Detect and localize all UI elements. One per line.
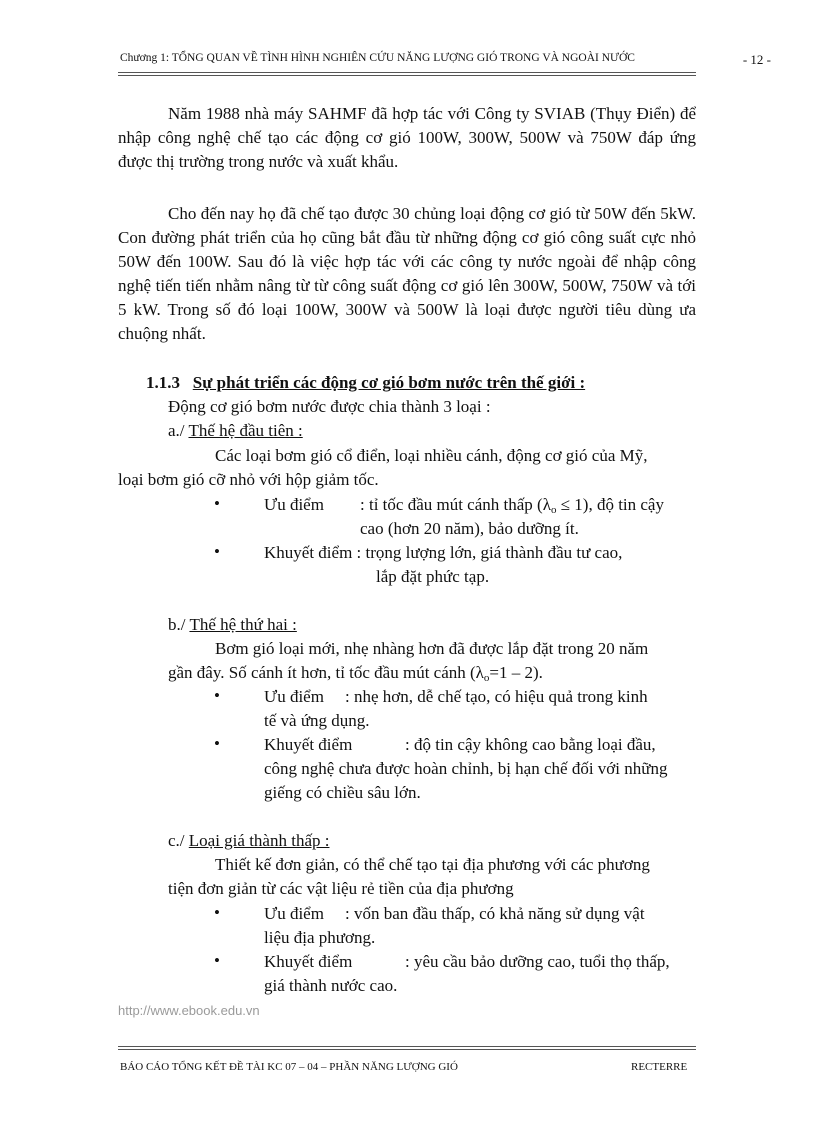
- header-rule: [118, 72, 696, 76]
- section-number: 1.1.3: [146, 373, 180, 392]
- gen-c-adv-line-2: liệu địa phương.: [264, 928, 376, 947]
- gen-b-dis-line-3: giếng có chiều sâu lớn.: [264, 783, 421, 802]
- gen-a-adv-text: : tỉ tốc đầu mút cánh thấp (λ: [360, 495, 551, 514]
- gen-b-desc-1: Bơm gió loại mới, nhẹ nhàng hơn đã được lắp đặt trong 20 năm: [215, 639, 649, 658]
- gen-a-title: Thế hệ đầu tiên :: [188, 421, 303, 440]
- bullet-icon: •: [214, 734, 220, 753]
- gen-c-heading: [168, 830, 329, 852]
- watermark-url: http://www.ebook.edu.vn: [118, 1003, 260, 1018]
- bullet-icon: •: [214, 951, 220, 970]
- gen-c-adv-line-1: : vốn ban đầu thấp, có khả năng sử dụng vật: [345, 904, 645, 923]
- bullet-icon: •: [214, 686, 220, 705]
- page-number: - 12 -: [742, 52, 771, 67]
- footer-org: RECTERRE: [631, 1061, 688, 1073]
- paragraph-1-text: Năm 1988 nhà máy SAHMF đã hợp tác với Công ty SVIAB (Thụy Điển) để nhập công nghệ chế tạo các động cơ gió 100W, 300W, 500W và 750W đáp ứng được thị trường trong nước và xuất khẩu.: [118, 104, 696, 171]
- bullet-icon: •: [214, 903, 220, 922]
- bullet-icon: •: [214, 494, 220, 513]
- gen-b-adv-line-1: : nhẹ hơn, dễ chế tạo, có hiệu quả trong kinh: [345, 687, 648, 706]
- paragraph-2-text: Cho đến nay họ đã chế tạo được 30 chủng loại động cơ gió từ 50W đến 5kW. Con đường phát triển của họ cũng bắt đầu từ những động cơ gió công suất cực nhỏ 50W đến 100W. Sau đó là việc hợp tác với các công ty nước ngoài để nhập công nghệ tiến tiến nhằm nâng từ từ công suất động cơ gió lên 300W, 500W, 750W và tới 5 kW. Trong số đó loại 100W, 300W và 500W là loại được người tiêu dùng ưa chuộng nhất.: [118, 204, 696, 343]
- gen-b-prefix: b./: [168, 615, 186, 634]
- gen-b-heading: [168, 614, 297, 636]
- gen-c-dis-line-2: giá thành nước cao.: [264, 976, 398, 995]
- gen-a-dis-line-2: lắp đặt phức tạp.: [376, 567, 490, 586]
- footer-title: BÁO CÁO TỔNG KẾT ĐỀ TÀI KC 07 – 04 – PHẦN NĂNG LƯỢNG GIÓ: [120, 1061, 458, 1073]
- gen-c-title: Loại giá thành thấp :: [188, 831, 330, 850]
- gen-a-prefix: a./: [168, 421, 185, 440]
- gen-b-adv-label: Ưu điểm: [264, 687, 324, 706]
- gen-a-adv-text-end: ≤ 1), độ tin cậy: [556, 495, 664, 514]
- gen-b-desc-text-end: =1 – 2).: [489, 663, 543, 682]
- gen-a-heading: [168, 420, 303, 442]
- bullet-icon: •: [214, 542, 220, 561]
- gen-c-adv-label: Ưu điểm: [264, 904, 324, 923]
- gen-b-title: Thế hệ thứ hai :: [189, 615, 297, 634]
- gen-b-desc-text: gần đây. Số cánh ít hơn, tỉ tốc đầu mút cánh (λ: [168, 663, 484, 682]
- gen-b-desc-2: [168, 662, 543, 689]
- paragraph-1: [118, 102, 696, 174]
- gen-a-dis-line-1: Khuyết điểm : trọng lượng lớn, giá thành đầu tư cao,: [264, 543, 623, 562]
- section-title: Sự phát triển các động cơ gió bơm nước trên thế giới :: [192, 373, 586, 392]
- gen-a-adv-line-2: cao (hơn 20 năm), bảo dưỡng ít.: [360, 519, 579, 538]
- footer-rule: [118, 1046, 696, 1050]
- gen-b-dis-line-1: : độ tin cậy không cao bằng loại đầu,: [405, 735, 656, 754]
- gen-a-adv-line-1: [360, 494, 664, 521]
- gen-a-desc-2: loại bơm gió cỡ nhỏ với hộp giảm tốc.: [118, 470, 379, 489]
- gen-c-dis-label: Khuyết điểm: [264, 952, 353, 971]
- gen-c-desc-1: Thiết kế đơn giản, có thể chế tạo tại địa phương với các phương: [215, 855, 650, 874]
- gen-b-adv-line-2: tế và ứng dụng.: [264, 711, 370, 730]
- gen-c-dis-line-1: : yêu cầu bảo dưỡng cao, tuổi thọ thấp,: [405, 952, 670, 971]
- lambda-subscript: o: [483, 672, 490, 684]
- section-heading: [146, 372, 585, 394]
- paragraph-2: [118, 202, 696, 346]
- lambda-subscript: o: [550, 504, 557, 516]
- gen-b-dis-line-2: công nghệ chưa được hoàn chỉnh, bị hạn chế đối với những: [264, 759, 668, 778]
- gen-a-adv-label: Ưu điểm: [264, 495, 324, 514]
- page-header: Chương 1: TỔNG QUAN VỀ TÌNH HÌNH NGHIÊN CỨU NĂNG LƯỢNG GIÓ TRONG VÀ NGOÀI NƯỚC: [120, 52, 635, 64]
- gen-a-desc-1: Các loại bơm gió cổ điển, loại nhiều cánh, động cơ gió của Mỹ,: [215, 446, 648, 465]
- gen-c-prefix: c./: [168, 831, 185, 850]
- gen-c-desc-2: tiện đơn giản từ các vật liệu rẻ tiền của địa phương: [168, 879, 514, 898]
- section-intro: Động cơ gió bơm nước được chia thành 3 loại :: [168, 397, 491, 416]
- gen-b-dis-label: Khuyết điểm: [264, 735, 353, 754]
